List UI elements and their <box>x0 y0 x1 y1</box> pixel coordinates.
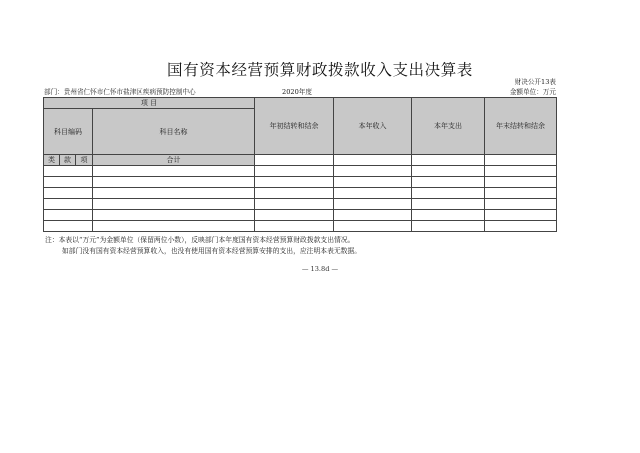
column-header: 年末结转和结余 <box>485 98 557 155</box>
value-cell <box>334 188 412 199</box>
sub-header-class: 类 <box>44 155 60 166</box>
code-cell <box>44 188 93 199</box>
value-cell <box>334 177 412 188</box>
table-row <box>44 188 557 199</box>
code-cell <box>44 177 93 188</box>
value-cell <box>485 221 557 232</box>
column-header: 本年支出 <box>412 98 485 155</box>
value-cell <box>485 166 557 177</box>
value-cell <box>255 210 334 221</box>
unit-label: 金额单位：万元 <box>509 88 556 96</box>
value-cell <box>412 221 485 232</box>
total-cell <box>485 155 557 166</box>
name-header: 科目名称 <box>93 109 255 155</box>
note-line: 如部门没有国有资本经营预算收入，也没有使用国有资本经营预算安排的支出，应注明本表无数据。 <box>62 247 362 255</box>
code-cell <box>44 221 93 232</box>
value-cell <box>255 221 334 232</box>
note-line: 注：本表以“万元”为金额单位（保留两位小数），反映部门本年度国有资本经营预算财政拨款支出情况。 <box>45 236 355 244</box>
value-cell <box>334 210 412 221</box>
name-cell <box>93 177 255 188</box>
name-cell <box>93 210 255 221</box>
value-cell <box>412 177 485 188</box>
code-cell <box>44 199 93 210</box>
budget-table <box>43 97 557 232</box>
total-label: 合计 <box>93 155 255 166</box>
code-cell <box>44 210 93 221</box>
table-row <box>44 177 557 188</box>
page-title: 国有资本经营预算财政拨款收入支出决算表 <box>167 61 473 79</box>
value-cell <box>255 177 334 188</box>
value-cell <box>412 188 485 199</box>
column-header: 本年收入 <box>334 98 412 155</box>
sub-header-item: 项 <box>76 155 93 166</box>
total-cell <box>255 155 334 166</box>
value-cell <box>485 210 557 221</box>
table-row <box>44 221 557 232</box>
value-cell <box>412 210 485 221</box>
value-cell <box>334 166 412 177</box>
code-header: 科目编码 <box>44 109 93 155</box>
name-cell <box>93 199 255 210</box>
value-cell <box>485 199 557 210</box>
item-header: 项 目 <box>44 98 255 109</box>
department-label: 部门：贵州省仁怀市仁怀市盐津区疾病预防控制中心 <box>44 88 196 96</box>
value-cell <box>255 188 334 199</box>
table-row <box>44 199 557 210</box>
year-label: 2020年度 <box>282 88 312 96</box>
column-header: 年初结转和结余 <box>255 98 334 155</box>
total-cell <box>334 155 412 166</box>
total-cell <box>412 155 485 166</box>
value-cell <box>255 166 334 177</box>
value-cell <box>485 188 557 199</box>
code-cell <box>44 166 93 177</box>
name-cell <box>93 188 255 199</box>
sub-header-section: 款 <box>60 155 76 166</box>
name-cell <box>93 221 255 232</box>
table-row <box>44 166 557 177</box>
form-code: 财决公开13表 <box>514 78 556 86</box>
value-cell <box>485 177 557 188</box>
value-cell <box>412 199 485 210</box>
value-cell <box>334 221 412 232</box>
value-cell <box>255 199 334 210</box>
table-row <box>44 210 557 221</box>
value-cell <box>334 199 412 210</box>
page-number: — 13.8d — <box>301 265 339 273</box>
name-cell <box>93 166 255 177</box>
value-cell <box>412 166 485 177</box>
